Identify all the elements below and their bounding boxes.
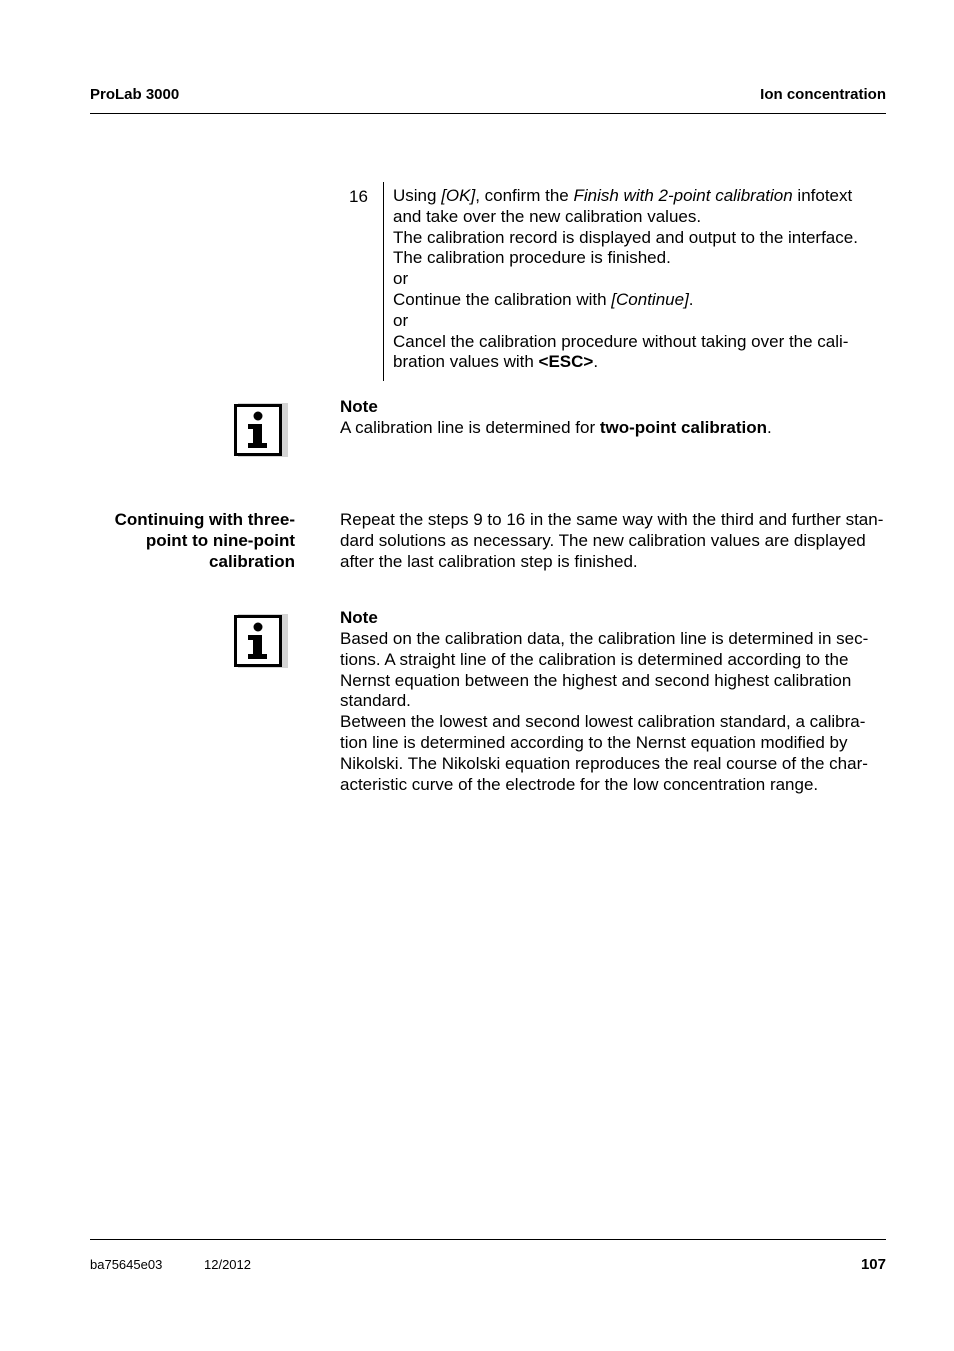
- text-segment: or: [393, 269, 409, 289]
- bold-text: two-point calibration: [599, 418, 768, 437]
- footer-document-id: ba75645e03: [90, 1257, 163, 1272]
- header-rule: [90, 113, 886, 114]
- step-line: [393, 186, 885, 207]
- text-segment: acteristic curve of the electrode for the low concentration range.: [340, 774, 819, 794]
- text-segment: .: [688, 289, 694, 309]
- side-heading: [90, 509, 295, 572]
- italic-text: [Continue]: [611, 289, 689, 309]
- note-line: [340, 775, 868, 796]
- info-icon: [234, 403, 288, 457]
- bold-text: <ESC>: [538, 352, 594, 372]
- text-segment: The calibration record is displayed and output to the interface.: [393, 227, 858, 247]
- text-segment: Cancel the calibration procedure without taking over the cali-: [393, 331, 849, 351]
- text-segment: tions. A straight line of the calibration is determined according to the: [340, 649, 849, 669]
- footer-rule: [90, 1239, 886, 1240]
- step-line: [393, 248, 885, 269]
- text-segment: .: [767, 418, 772, 437]
- info-icon: [234, 614, 288, 668]
- italic-text: Finish with 2-point calibration: [573, 186, 793, 205]
- text-segment: infotext: [792, 186, 853, 205]
- text-segment: .: [593, 352, 599, 372]
- side-heading-line: point to nine-point: [145, 531, 295, 550]
- note-line: [340, 671, 868, 692]
- italic-text: [OK]: [441, 186, 476, 205]
- step-number: 16: [349, 187, 368, 206]
- text-segment: bration values with: [393, 352, 539, 372]
- note-heading: Note: [340, 608, 378, 627]
- side-heading-line: calibration: [209, 552, 295, 571]
- text-segment: tion line is determined according to the Nernst equation modified by: [340, 732, 848, 752]
- step-line: [393, 228, 885, 249]
- note-heading: Note: [340, 397, 378, 416]
- section-paragraph: [340, 509, 883, 572]
- text-segment: or: [393, 310, 409, 330]
- step-line: [393, 332, 885, 353]
- footer-date: 12/2012: [204, 1257, 251, 1272]
- text-segment: Nernst equation between the highest and second highest calibration: [340, 670, 852, 690]
- note-line: [340, 629, 868, 650]
- text-segment: The calibration procedure is finished.: [393, 248, 671, 268]
- step-line: [393, 207, 885, 228]
- text-segment: Continue the calibration with: [393, 289, 612, 309]
- step-divider: [383, 182, 384, 381]
- text-segment: Using: [393, 186, 442, 205]
- step-line: [393, 269, 885, 290]
- note-line: [340, 733, 868, 754]
- text-segment: Based on the calibration data, the calibration line is determined in sec-: [340, 629, 869, 648]
- note-line: [340, 650, 868, 671]
- text-segment: A calibration line is determined for: [340, 418, 600, 437]
- paragraph-line: dard solutions as necessary. The new calibration values are displayed: [340, 531, 866, 550]
- header-product-name: ProLab 3000: [90, 86, 180, 103]
- text-segment: and take over the new calibration values.: [393, 206, 702, 226]
- text-segment: Nikolski. The Nikolski equation reproduces the real course of the char-: [340, 753, 868, 773]
- step-line: [393, 311, 885, 332]
- step-line: [393, 352, 885, 373]
- note-text: [340, 418, 772, 439]
- text-segment: , confirm the: [475, 186, 574, 205]
- paragraph-line: after the last calibration step is finished.: [340, 552, 638, 571]
- text-segment: Between the lowest and second lowest calibration standard, a calibra-: [340, 712, 866, 732]
- note-line: [340, 691, 868, 712]
- note-text: [340, 629, 868, 795]
- paragraph-line: Repeat the steps 9 to 16 in the same way with the third and further stan-: [340, 510, 884, 529]
- step-instructions: [393, 186, 885, 373]
- note-line: [340, 712, 868, 733]
- note-line: [340, 754, 868, 775]
- text-segment: standard.: [340, 691, 411, 711]
- header-section-title: Ion concentration: [760, 86, 886, 103]
- note-line: [340, 418, 772, 439]
- page-number: 107: [860, 1256, 886, 1273]
- step-line: [393, 290, 885, 311]
- side-heading-line: Continuing with three-: [114, 510, 295, 529]
